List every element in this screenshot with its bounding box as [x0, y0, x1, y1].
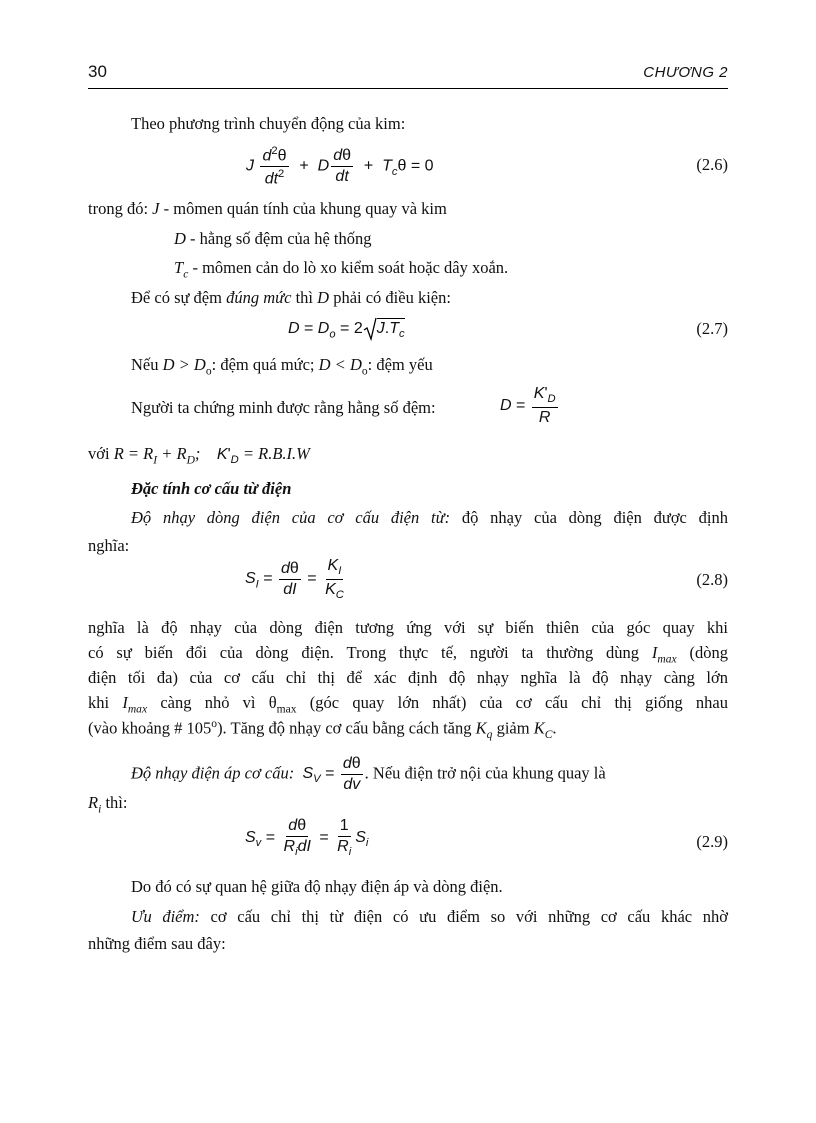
paragraph-damping-constant: Người ta chứng minh được rằng hằng số đệm: [131, 398, 436, 417]
paragraph-damping: Để có sự đệm đúng mức thì D phải có điều kiện: [131, 288, 451, 307]
equation-2-8: $S_I$ = $\frac{d\theta}{dI}$ = $\frac{K_I}{K_C}$ [245, 557, 344, 601]
paragraph-intro: Theo phương trình chuyển động của kim: [131, 114, 406, 133]
paragraph-damping-cases: Nếu $D > D_o$: đệm quá mức; $D < D_o$: đệm yếu [131, 355, 433, 378]
page-number: 30 [88, 62, 107, 81]
paragraph-meaning-line-2: có sự biến đổi của dòng điện. Trong thực tế, người ta thường dùng $I_{max}$ (dòng [88, 643, 728, 666]
paragraph-advantages-cont: những điểm sau đây: [88, 934, 226, 953]
paragraph-meaning-line-1: nghĩa là độ nhạy của dòng điện tương ứng với sự biến thiên của góc quay khi [88, 618, 728, 637]
paragraph-advantages: Ưu điểm: cơ cấu chỉ thị từ điện có ưu điểm so với những cơ cấu khác nhờ [131, 907, 728, 926]
definition-d: D - hằng số đệm của hệ thống [174, 229, 372, 248]
equation-number-2-9: (2.9) [696, 832, 728, 851]
paragraph-voltage-sensitivity-cont: $R_i$ thì: [88, 793, 128, 816]
equation-number-2-6: (2.6) [696, 155, 728, 174]
equation-2-7: $D = D_o = 2$ $J.T_c$ [288, 317, 405, 341]
page-header [88, 60, 728, 89]
paragraph-meaning-line-4: khi $I_{max}$ càng nhỏ vì $\theta_{max}$ (góc quay lớn nhất) của cơ cấu chỉ thị giống nhau [88, 693, 729, 716]
section-heading: Đặc tính cơ cấu từ điện [131, 479, 292, 498]
paragraph-meaning-line-3: điện tối đa) của cơ cấu chỉ thị để xác định độ nhạy nghĩa là độ nhạy càng lớn [88, 668, 728, 687]
definition-tc: $T_c$ - mômen cản do lò xo kiểm soát hoặc dây xoắn. [174, 258, 509, 281]
equation-damping-constant: D = $\frac{K'_D}{R}$ [500, 385, 556, 426]
definition-j: trong đó: J - mômen quán tính của khung quay và kim [88, 199, 447, 218]
paragraph-voltage-sensitivity: Độ nhạy điện áp cơ cấu: $S_V$ = $\frac{d\theta}{dv}$ . Nếu điện trở nội của khung quay là [131, 755, 606, 793]
paragraph-current-sensitivity-cont: nghĩa: [88, 536, 130, 555]
paragraph-resistance: với $R = R_I + R_D$; $K'_D = R.B.I.W$ [88, 444, 310, 467]
chapter-title: CHƯƠNG 2 [643, 64, 728, 81]
equation-2-9: $S_v$ = $\frac{d\theta}{R_idI}$ = $\frac{1}{R_i}$ $S_i$ [245, 817, 369, 858]
equation-2-6: J $\frac{d^2\theta}{dt^2}$ + D $\frac{d\theta}{dt}$ + $T_c\theta = 0$ [246, 145, 434, 188]
paragraph-current-sensitivity: Độ nhạy dòng điện của cơ cấu điện từ: độ nhạy của dòng điện được định [131, 508, 728, 527]
paragraph-relation: Do đó có sự quan hệ giữa độ nhạy điện áp và dòng điện. [131, 877, 503, 896]
equation-number-2-8: (2.8) [696, 570, 728, 589]
equation-number-2-7: (2.7) [696, 319, 728, 338]
paragraph-meaning-line-5: (vào khoảng # 105$^o$). Tăng độ nhạy cơ cấu bằng cách tăng $K_q$ giảm $K_C$. [88, 718, 557, 741]
